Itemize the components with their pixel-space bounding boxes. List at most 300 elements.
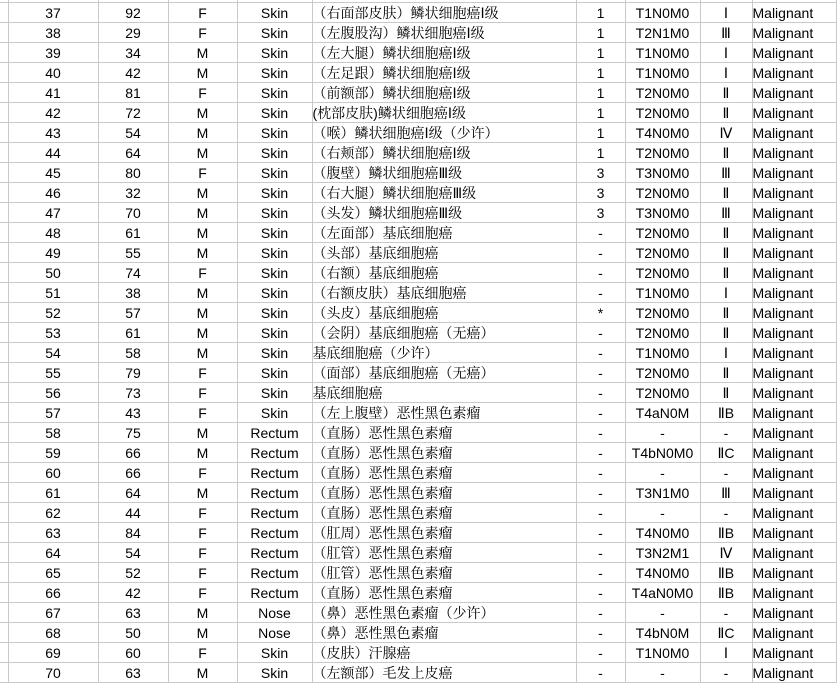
tnm-stage-cell[interactable]: T4aN0M0: [625, 583, 700, 603]
site-cell[interactable]: Skin: [237, 323, 312, 343]
stage-group-cell[interactable]: Ⅲ: [700, 23, 752, 43]
diagnosis-description-cell[interactable]: （右额皮肤）基底细胞癌: [312, 283, 576, 303]
edge-sliver-cell[interactable]: [0, 143, 8, 163]
age-cell[interactable]: 54: [98, 543, 168, 563]
age-cell[interactable]: 38: [98, 283, 168, 303]
site-cell[interactable]: Rectum: [237, 583, 312, 603]
row-number-cell[interactable]: 46: [8, 183, 98, 203]
grade-cell[interactable]: -: [576, 343, 625, 363]
age-cell[interactable]: 63: [98, 663, 168, 683]
stage-group-cell[interactable]: ⅡB: [700, 523, 752, 543]
malignancy-cell[interactable]: Malignant: [752, 3, 836, 23]
edge-sliver-cell[interactable]: [0, 3, 8, 23]
site-cell[interactable]: Skin: [237, 103, 312, 123]
sex-cell[interactable]: F: [168, 3, 237, 23]
malignancy-cell[interactable]: Malignant: [752, 243, 836, 263]
sex-cell[interactable]: F: [168, 523, 237, 543]
stage-group-cell[interactable]: Ⅰ: [700, 63, 752, 83]
stage-group-cell[interactable]: Ⅱ: [700, 383, 752, 403]
grade-cell[interactable]: -: [576, 263, 625, 283]
tnm-stage-cell[interactable]: T2N0M0: [625, 223, 700, 243]
malignancy-cell[interactable]: Malignant: [752, 583, 836, 603]
tnm-stage-cell[interactable]: T2N0M0: [625, 303, 700, 323]
diagnosis-description-cell[interactable]: （鼻）恶性黑色素瘤（少许）: [312, 603, 576, 623]
age-cell[interactable]: 81: [98, 83, 168, 103]
stage-group-cell[interactable]: Ⅲ: [700, 483, 752, 503]
malignancy-cell[interactable]: Malignant: [752, 543, 836, 563]
stage-group-cell[interactable]: Ⅰ: [700, 3, 752, 23]
age-cell[interactable]: 63: [98, 603, 168, 623]
site-cell[interactable]: Rectum: [237, 523, 312, 543]
stage-group-cell[interactable]: -: [700, 423, 752, 443]
tnm-stage-cell[interactable]: T1N0M0: [625, 343, 700, 363]
site-cell[interactable]: Rectum: [237, 563, 312, 583]
malignancy-cell[interactable]: Malignant: [752, 223, 836, 243]
age-cell[interactable]: 32: [98, 183, 168, 203]
sex-cell[interactable]: M: [168, 143, 237, 163]
row-number-cell[interactable]: 53: [8, 323, 98, 343]
stage-group-cell[interactable]: Ⅳ: [700, 543, 752, 563]
grade-cell[interactable]: 1: [576, 63, 625, 83]
site-cell[interactable]: Skin: [237, 203, 312, 223]
grade-cell[interactable]: -: [576, 443, 625, 463]
site-cell[interactable]: Skin: [237, 243, 312, 263]
row-number-cell[interactable]: 59: [8, 443, 98, 463]
tnm-stage-cell[interactable]: -: [625, 423, 700, 443]
stage-group-cell[interactable]: ⅡB: [700, 583, 752, 603]
malignancy-cell[interactable]: Malignant: [752, 83, 836, 103]
sex-cell[interactable]: F: [168, 563, 237, 583]
age-cell[interactable]: 44: [98, 503, 168, 523]
tnm-stage-cell[interactable]: -: [625, 603, 700, 623]
edge-sliver-cell[interactable]: [0, 363, 8, 383]
age-cell[interactable]: 50: [98, 623, 168, 643]
row-number-cell[interactable]: 48: [8, 223, 98, 243]
sex-cell[interactable]: M: [168, 423, 237, 443]
sex-cell[interactable]: F: [168, 403, 237, 423]
malignancy-cell[interactable]: Malignant: [752, 183, 836, 203]
diagnosis-description-cell[interactable]: （直肠）恶性黑色素瘤: [312, 463, 576, 483]
edge-sliver-cell[interactable]: [0, 583, 8, 603]
site-cell[interactable]: Skin: [237, 143, 312, 163]
sex-cell[interactable]: M: [168, 43, 237, 63]
diagnosis-description-cell[interactable]: （肛管）恶性黑色素瘤: [312, 563, 576, 583]
site-cell[interactable]: Skin: [237, 303, 312, 323]
age-cell[interactable]: 61: [98, 223, 168, 243]
edge-sliver-cell[interactable]: [0, 283, 8, 303]
edge-sliver-cell[interactable]: [0, 443, 8, 463]
tnm-stage-cell[interactable]: T4N0M0: [625, 123, 700, 143]
stage-group-cell[interactable]: ⅡC: [700, 623, 752, 643]
malignancy-cell[interactable]: Malignant: [752, 283, 836, 303]
age-cell[interactable]: 73: [98, 383, 168, 403]
sex-cell[interactable]: M: [168, 663, 237, 683]
grade-cell[interactable]: -: [576, 663, 625, 683]
tnm-stage-cell[interactable]: -: [625, 663, 700, 683]
tnm-stage-cell[interactable]: T1N0M0: [625, 3, 700, 23]
sex-cell[interactable]: M: [168, 443, 237, 463]
edge-sliver-cell[interactable]: [0, 203, 8, 223]
site-cell[interactable]: Skin: [237, 23, 312, 43]
tnm-stage-cell[interactable]: T1N0M0: [625, 63, 700, 83]
grade-cell[interactable]: 3: [576, 203, 625, 223]
malignancy-cell[interactable]: Malignant: [752, 563, 836, 583]
site-cell[interactable]: Rectum: [237, 543, 312, 563]
stage-group-cell[interactable]: Ⅱ: [700, 143, 752, 163]
grade-cell[interactable]: 1: [576, 43, 625, 63]
site-cell[interactable]: Rectum: [237, 443, 312, 463]
malignancy-cell[interactable]: Malignant: [752, 123, 836, 143]
site-cell[interactable]: Skin: [237, 363, 312, 383]
age-cell[interactable]: 42: [98, 583, 168, 603]
edge-sliver-cell[interactable]: [0, 323, 8, 343]
row-number-cell[interactable]: 58: [8, 423, 98, 443]
tnm-stage-cell[interactable]: T1N0M0: [625, 283, 700, 303]
stage-group-cell[interactable]: Ⅲ: [700, 203, 752, 223]
tnm-stage-cell[interactable]: T4aN0M: [625, 403, 700, 423]
sex-cell[interactable]: M: [168, 123, 237, 143]
diagnosis-description-cell[interactable]: 基底细胞癌: [312, 383, 576, 403]
row-number-cell[interactable]: 54: [8, 343, 98, 363]
row-number-cell[interactable]: 38: [8, 23, 98, 43]
sex-cell[interactable]: M: [168, 243, 237, 263]
grade-cell[interactable]: -: [576, 483, 625, 503]
grade-cell[interactable]: 3: [576, 183, 625, 203]
grade-cell[interactable]: -: [576, 643, 625, 663]
malignancy-cell[interactable]: Malignant: [752, 63, 836, 83]
tnm-stage-cell[interactable]: T4N0M0: [625, 563, 700, 583]
stage-group-cell[interactable]: Ⅰ: [700, 43, 752, 63]
tnm-stage-cell[interactable]: T3N1M0: [625, 483, 700, 503]
age-cell[interactable]: 84: [98, 523, 168, 543]
diagnosis-description-cell[interactable]: （喉）鳞状细胞癌Ⅰ级（少许）: [312, 123, 576, 143]
edge-sliver-cell[interactable]: [0, 483, 8, 503]
malignancy-cell[interactable]: Malignant: [752, 143, 836, 163]
edge-sliver-cell[interactable]: [0, 543, 8, 563]
tnm-stage-cell[interactable]: T2N0M0: [625, 383, 700, 403]
site-cell[interactable]: Rectum: [237, 463, 312, 483]
sex-cell[interactable]: M: [168, 283, 237, 303]
stage-group-cell[interactable]: Ⅱ: [700, 243, 752, 263]
site-cell[interactable]: Skin: [237, 223, 312, 243]
sex-cell[interactable]: F: [168, 163, 237, 183]
row-number-cell[interactable]: 50: [8, 263, 98, 283]
site-cell[interactable]: Skin: [237, 343, 312, 363]
malignancy-cell[interactable]: Malignant: [752, 103, 836, 123]
grade-cell[interactable]: -: [576, 363, 625, 383]
sex-cell[interactable]: M: [168, 483, 237, 503]
tnm-stage-cell[interactable]: T2N0M0: [625, 83, 700, 103]
row-number-cell[interactable]: 65: [8, 563, 98, 583]
malignancy-cell[interactable]: Malignant: [752, 623, 836, 643]
row-number-cell[interactable]: 47: [8, 203, 98, 223]
site-cell[interactable]: Skin: [237, 383, 312, 403]
grade-cell[interactable]: *: [576, 303, 625, 323]
sex-cell[interactable]: F: [168, 23, 237, 43]
edge-sliver-cell[interactable]: [0, 83, 8, 103]
edge-sliver-cell[interactable]: [0, 343, 8, 363]
grade-cell[interactable]: -: [576, 523, 625, 543]
stage-group-cell[interactable]: Ⅱ: [700, 103, 752, 123]
edge-sliver-cell[interactable]: [0, 523, 8, 543]
row-number-cell[interactable]: 42: [8, 103, 98, 123]
site-cell[interactable]: Skin: [237, 123, 312, 143]
sex-cell[interactable]: M: [168, 603, 237, 623]
sex-cell[interactable]: M: [168, 183, 237, 203]
edge-sliver-cell[interactable]: [0, 463, 8, 483]
site-cell[interactable]: Rectum: [237, 503, 312, 523]
sex-cell[interactable]: F: [168, 463, 237, 483]
row-number-cell[interactable]: 63: [8, 523, 98, 543]
sex-cell[interactable]: F: [168, 263, 237, 283]
edge-sliver-cell[interactable]: [0, 623, 8, 643]
age-cell[interactable]: 64: [98, 483, 168, 503]
grade-cell[interactable]: -: [576, 463, 625, 483]
grade-cell[interactable]: -: [576, 383, 625, 403]
diagnosis-description-cell[interactable]: （左上腹壁）恶性黑色素瘤: [312, 403, 576, 423]
row-number-cell[interactable]: 37: [8, 3, 98, 23]
row-number-cell[interactable]: 44: [8, 143, 98, 163]
grade-cell[interactable]: 1: [576, 143, 625, 163]
grade-cell[interactable]: -: [576, 563, 625, 583]
edge-sliver-cell[interactable]: [0, 43, 8, 63]
grade-cell[interactable]: 1: [576, 103, 625, 123]
site-cell[interactable]: Skin: [237, 83, 312, 103]
edge-sliver-cell[interactable]: [0, 423, 8, 443]
edge-sliver-cell[interactable]: [0, 263, 8, 283]
sex-cell[interactable]: F: [168, 383, 237, 403]
malignancy-cell[interactable]: Malignant: [752, 643, 836, 663]
diagnosis-description-cell[interactable]: （直肠）恶性黑色素瘤: [312, 443, 576, 463]
tnm-stage-cell[interactable]: -: [625, 503, 700, 523]
grade-cell[interactable]: -: [576, 543, 625, 563]
grade-cell[interactable]: 1: [576, 23, 625, 43]
site-cell[interactable]: Skin: [237, 403, 312, 423]
diagnosis-description-cell[interactable]: （直肠）恶性黑色素瘤: [312, 483, 576, 503]
sex-cell[interactable]: M: [168, 103, 237, 123]
malignancy-cell[interactable]: Malignant: [752, 463, 836, 483]
diagnosis-description-cell[interactable]: （面部）基底细胞癌（无癌）: [312, 363, 576, 383]
age-cell[interactable]: 57: [98, 303, 168, 323]
tnm-stage-cell[interactable]: -: [625, 463, 700, 483]
stage-group-cell[interactable]: -: [700, 663, 752, 683]
malignancy-cell[interactable]: Malignant: [752, 443, 836, 463]
grade-cell[interactable]: -: [576, 623, 625, 643]
edge-sliver-cell[interactable]: [0, 243, 8, 263]
sex-cell[interactable]: F: [168, 363, 237, 383]
diagnosis-description-cell[interactable]: （左额部）毛发上皮癌: [312, 663, 576, 683]
sex-cell[interactable]: M: [168, 323, 237, 343]
age-cell[interactable]: 34: [98, 43, 168, 63]
diagnosis-description-cell[interactable]: （右颊部）鳞状细胞癌Ⅰ级: [312, 143, 576, 163]
diagnosis-description-cell[interactable]: （头发）鳞状细胞癌Ⅲ级: [312, 203, 576, 223]
malignancy-cell[interactable]: Malignant: [752, 663, 836, 683]
site-cell[interactable]: Skin: [237, 43, 312, 63]
diagnosis-description-cell[interactable]: （肛管）恶性黑色素瘤: [312, 543, 576, 563]
row-number-cell[interactable]: 41: [8, 83, 98, 103]
tnm-stage-cell[interactable]: T3N0M0: [625, 163, 700, 183]
malignancy-cell[interactable]: Malignant: [752, 483, 836, 503]
sex-cell[interactable]: F: [168, 583, 237, 603]
tnm-stage-cell[interactable]: T2N0M0: [625, 263, 700, 283]
malignancy-cell[interactable]: Malignant: [752, 323, 836, 343]
stage-group-cell[interactable]: Ⅱ: [700, 323, 752, 343]
diagnosis-description-cell[interactable]: （左足跟）鳞状细胞癌Ⅰ级: [312, 63, 576, 83]
tnm-stage-cell[interactable]: T2N0M0: [625, 243, 700, 263]
grade-cell[interactable]: -: [576, 503, 625, 523]
tnm-stage-cell[interactable]: T4bN0M: [625, 623, 700, 643]
edge-sliver-cell[interactable]: [0, 163, 8, 183]
sex-cell[interactable]: M: [168, 623, 237, 643]
diagnosis-description-cell[interactable]: （皮肤）汗腺癌: [312, 643, 576, 663]
row-number-cell[interactable]: 40: [8, 63, 98, 83]
row-number-cell[interactable]: 55: [8, 363, 98, 383]
edge-sliver-cell[interactable]: [0, 643, 8, 663]
stage-group-cell[interactable]: -: [700, 503, 752, 523]
age-cell[interactable]: 43: [98, 403, 168, 423]
diagnosis-description-cell[interactable]: （右额）基底细胞癌: [312, 263, 576, 283]
stage-group-cell[interactable]: ⅡC: [700, 443, 752, 463]
row-number-cell[interactable]: 64: [8, 543, 98, 563]
tnm-stage-cell[interactable]: T2N0M0: [625, 103, 700, 123]
diagnosis-description-cell[interactable]: （会阴）基底细胞癌（无癌）: [312, 323, 576, 343]
stage-group-cell[interactable]: -: [700, 603, 752, 623]
stage-group-cell[interactable]: Ⅱ: [700, 303, 752, 323]
tnm-stage-cell[interactable]: T1N0M0: [625, 43, 700, 63]
malignancy-cell[interactable]: Malignant: [752, 603, 836, 623]
age-cell[interactable]: 42: [98, 63, 168, 83]
tnm-stage-cell[interactable]: T4bN0M0: [625, 443, 700, 463]
age-cell[interactable]: 70: [98, 203, 168, 223]
sex-cell[interactable]: M: [168, 303, 237, 323]
stage-group-cell[interactable]: Ⅱ: [700, 83, 752, 103]
stage-group-cell[interactable]: ⅡB: [700, 403, 752, 423]
grade-cell[interactable]: -: [576, 283, 625, 303]
row-number-cell[interactable]: 62: [8, 503, 98, 523]
age-cell[interactable]: 64: [98, 143, 168, 163]
site-cell[interactable]: Skin: [237, 3, 312, 23]
edge-sliver-cell[interactable]: [0, 23, 8, 43]
tnm-stage-cell[interactable]: T1N0M0: [625, 643, 700, 663]
grade-cell[interactable]: 1: [576, 83, 625, 103]
stage-group-cell[interactable]: ⅡB: [700, 563, 752, 583]
row-number-cell[interactable]: 43: [8, 123, 98, 143]
age-cell[interactable]: 52: [98, 563, 168, 583]
diagnosis-description-cell[interactable]: （直肠）恶性黑色素瘤: [312, 503, 576, 523]
row-number-cell[interactable]: 57: [8, 403, 98, 423]
sex-cell[interactable]: F: [168, 543, 237, 563]
edge-sliver-cell[interactable]: [0, 383, 8, 403]
tnm-stage-cell[interactable]: T3N0M0: [625, 203, 700, 223]
malignancy-cell[interactable]: Malignant: [752, 43, 836, 63]
edge-sliver-cell[interactable]: [0, 63, 8, 83]
age-cell[interactable]: 55: [98, 243, 168, 263]
sex-cell[interactable]: F: [168, 83, 237, 103]
diagnosis-description-cell[interactable]: (枕部皮肤)鳞状细胞癌Ⅰ级: [312, 103, 576, 123]
site-cell[interactable]: Skin: [237, 183, 312, 203]
row-number-cell[interactable]: 60: [8, 463, 98, 483]
age-cell[interactable]: 72: [98, 103, 168, 123]
edge-sliver-cell[interactable]: [0, 503, 8, 523]
age-cell[interactable]: 61: [98, 323, 168, 343]
edge-sliver-cell[interactable]: [0, 563, 8, 583]
sex-cell[interactable]: F: [168, 503, 237, 523]
stage-group-cell[interactable]: Ⅰ: [700, 643, 752, 663]
diagnosis-description-cell[interactable]: （腹壁）鳞状细胞癌Ⅲ级: [312, 163, 576, 183]
row-number-cell[interactable]: 56: [8, 383, 98, 403]
stage-group-cell[interactable]: Ⅰ: [700, 343, 752, 363]
stage-group-cell[interactable]: -: [700, 463, 752, 483]
row-number-cell[interactable]: 68: [8, 623, 98, 643]
grade-cell[interactable]: 1: [576, 3, 625, 23]
age-cell[interactable]: 58: [98, 343, 168, 363]
age-cell[interactable]: 79: [98, 363, 168, 383]
stage-group-cell[interactable]: Ⅲ: [700, 163, 752, 183]
tnm-stage-cell[interactable]: T2N1M0: [625, 23, 700, 43]
grade-cell[interactable]: -: [576, 583, 625, 603]
site-cell[interactable]: Skin: [237, 263, 312, 283]
site-cell[interactable]: Rectum: [237, 483, 312, 503]
row-number-cell[interactable]: 61: [8, 483, 98, 503]
diagnosis-description-cell[interactable]: （直肠）恶性黑色素瘤: [312, 423, 576, 443]
malignancy-cell[interactable]: Malignant: [752, 383, 836, 403]
diagnosis-description-cell[interactable]: （头皮）基底细胞癌: [312, 303, 576, 323]
grade-cell[interactable]: -: [576, 423, 625, 443]
age-cell[interactable]: 60: [98, 643, 168, 663]
stage-group-cell[interactable]: Ⅳ: [700, 123, 752, 143]
site-cell[interactable]: Skin: [237, 163, 312, 183]
grade-cell[interactable]: -: [576, 403, 625, 423]
edge-sliver-cell[interactable]: [0, 223, 8, 243]
diagnosis-description-cell[interactable]: （肛周）恶性黑色素瘤: [312, 523, 576, 543]
sex-cell[interactable]: M: [168, 63, 237, 83]
malignancy-cell[interactable]: Malignant: [752, 523, 836, 543]
row-number-cell[interactable]: 66: [8, 583, 98, 603]
sex-cell[interactable]: M: [168, 343, 237, 363]
age-cell[interactable]: 75: [98, 423, 168, 443]
site-cell[interactable]: Nose: [237, 623, 312, 643]
malignancy-cell[interactable]: Malignant: [752, 503, 836, 523]
diagnosis-description-cell[interactable]: （前额部）鳞状细胞癌Ⅰ级: [312, 83, 576, 103]
grade-cell[interactable]: -: [576, 243, 625, 263]
malignancy-cell[interactable]: Malignant: [752, 23, 836, 43]
malignancy-cell[interactable]: Malignant: [752, 423, 836, 443]
stage-group-cell[interactable]: Ⅱ: [700, 263, 752, 283]
site-cell[interactable]: Skin: [237, 643, 312, 663]
row-number-cell[interactable]: 51: [8, 283, 98, 303]
stage-group-cell[interactable]: Ⅱ: [700, 363, 752, 383]
row-number-cell[interactable]: 52: [8, 303, 98, 323]
age-cell[interactable]: 54: [98, 123, 168, 143]
malignancy-cell[interactable]: Malignant: [752, 343, 836, 363]
tnm-stage-cell[interactable]: T3N2M1: [625, 543, 700, 563]
malignancy-cell[interactable]: Malignant: [752, 363, 836, 383]
edge-sliver-cell[interactable]: [0, 123, 8, 143]
row-number-cell[interactable]: 69: [8, 643, 98, 663]
grade-cell[interactable]: 3: [576, 163, 625, 183]
tnm-stage-cell[interactable]: T4N0M0: [625, 523, 700, 543]
row-number-cell[interactable]: 39: [8, 43, 98, 63]
site-cell[interactable]: Skin: [237, 663, 312, 683]
sex-cell[interactable]: F: [168, 643, 237, 663]
age-cell[interactable]: 92: [98, 3, 168, 23]
grade-cell[interactable]: -: [576, 223, 625, 243]
row-number-cell[interactable]: 45: [8, 163, 98, 183]
diagnosis-description-cell[interactable]: 基底细胞癌（少许）: [312, 343, 576, 363]
stage-group-cell[interactable]: Ⅱ: [700, 183, 752, 203]
age-cell[interactable]: 74: [98, 263, 168, 283]
sex-cell[interactable]: M: [168, 223, 237, 243]
